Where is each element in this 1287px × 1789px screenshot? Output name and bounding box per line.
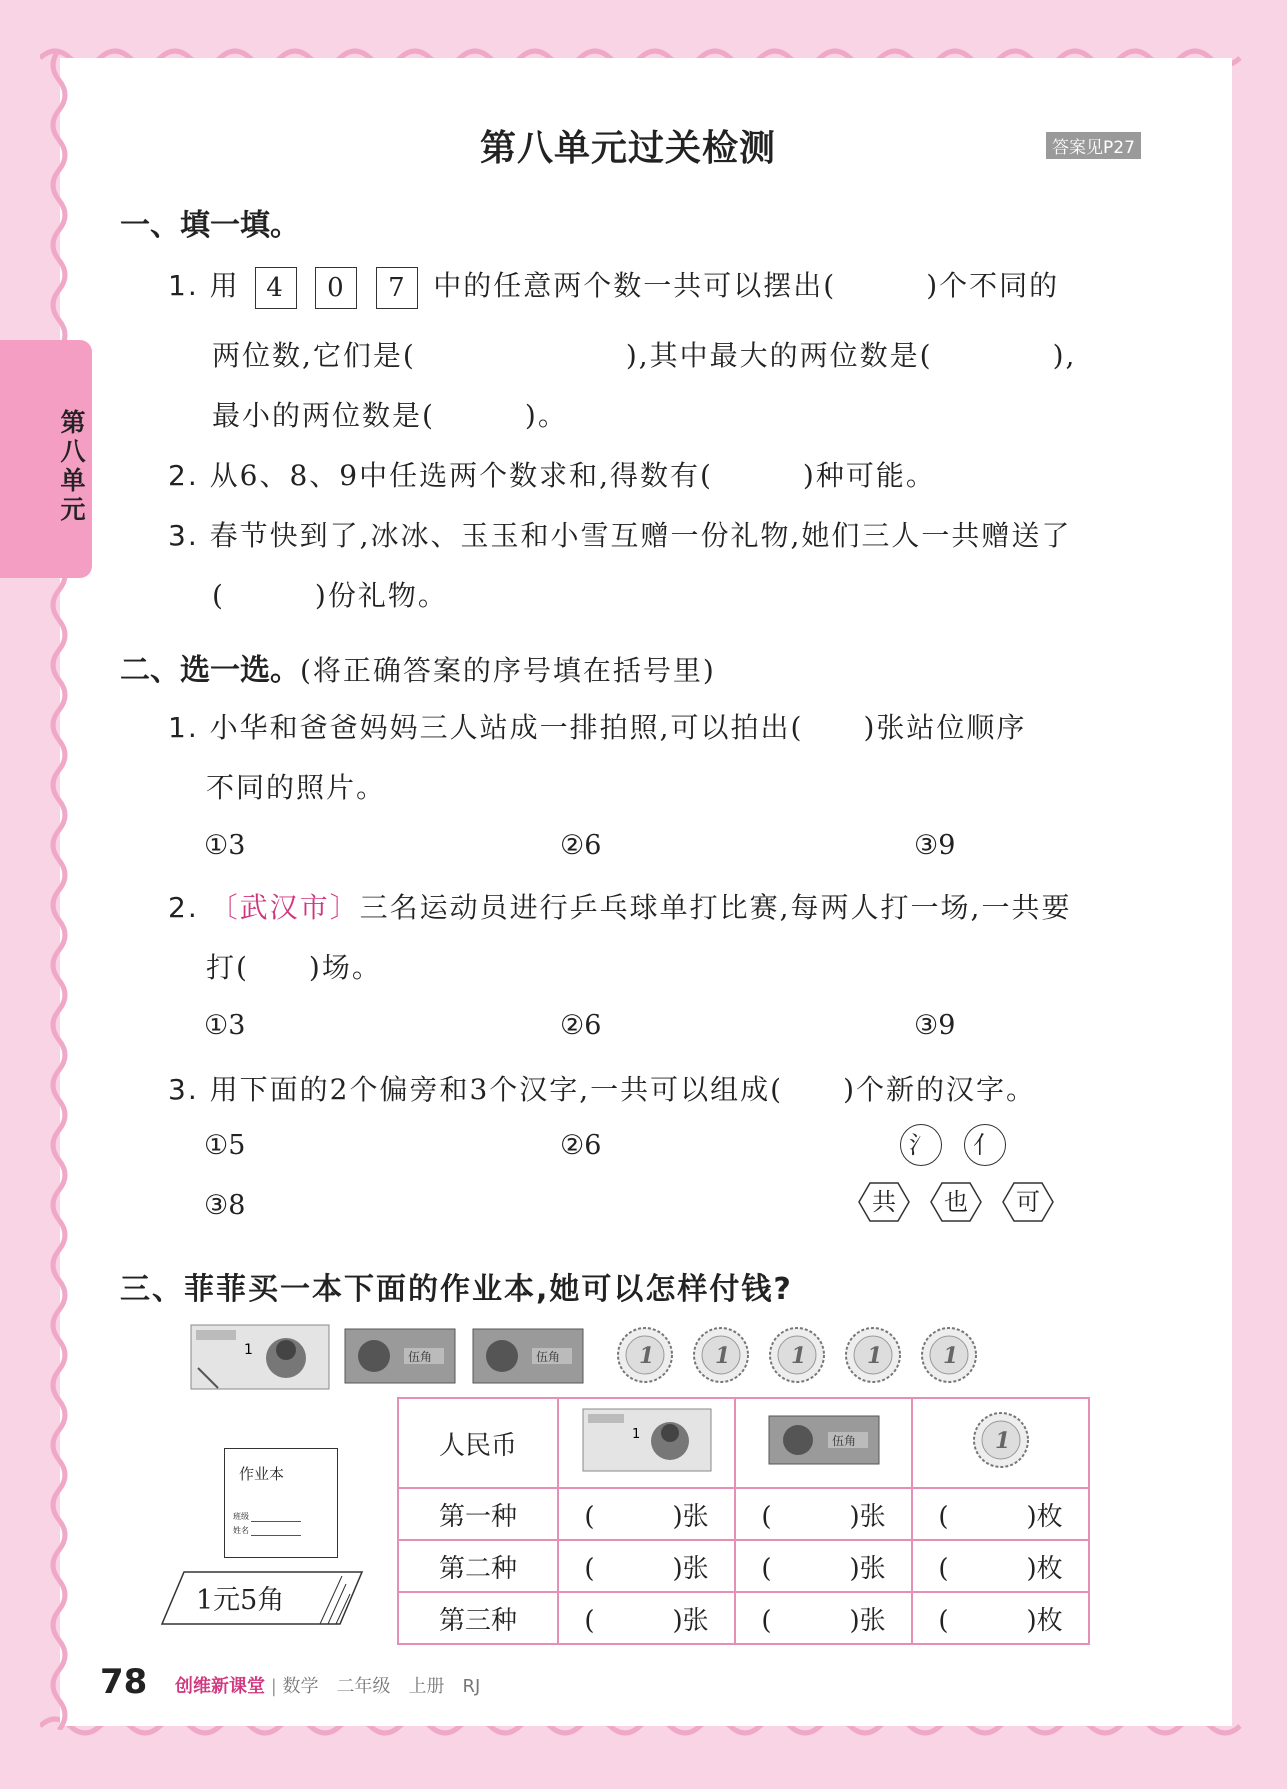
five-jiao-note-image-1 [344,1328,456,1384]
s1-q2-number: 2. [168,459,199,492]
s2-q2-line1 [168,886,1071,926]
payment-table-header-row [398,1398,1089,1488]
s2-q1-line1 [168,706,1026,746]
radical-person: 亻 [964,1124,1006,1166]
s2-q3-number: 3. [168,1073,199,1106]
character-hex-2 [930,1182,982,1222]
footer-separator: | [270,1676,277,1697]
s1-q1-line1 [168,264,1059,309]
footer-brand: 创维新课堂 [175,1676,265,1697]
answer-reference-badge: 答案见P27 [1046,132,1141,159]
s2-q1-option-1: ①3 [204,830,246,861]
notebook-field-line [251,1521,301,1522]
notebook-illustration [224,1448,338,1558]
payment-table-row [398,1540,1089,1592]
section1-heading: 一、填一填。 [120,208,300,243]
footer-info [175,1672,480,1698]
coin-graphic-2 [692,1326,750,1384]
section3-heading-text: 三、菲菲买一本下面的作业本,她可以怎样付钱? [120,1272,793,1307]
s2-q2-region-tag: 〔武汉市〕 [209,891,360,924]
coin-digit: 1 [791,1343,807,1369]
digit-card-3: 7 [376,267,418,309]
answer-cell[interactable]: ( )张 [558,1540,735,1592]
price-tag-text: 1元5角 [196,1585,285,1616]
s2-q2-option-2: ②6 [560,1010,602,1041]
page-title: 第八单元过关检测 [480,128,777,169]
notebook-field-line [251,1535,301,1536]
header-five-jiao-note [735,1398,912,1488]
payment-table-row [398,1592,1089,1644]
payment-table-header-label: 人民币 [398,1398,558,1488]
s2-q1-line2: 不同的照片。 [206,771,387,804]
five-jiao-note-graphic-2 [472,1328,584,1384]
answer-cell[interactable]: ( )张 [558,1488,735,1540]
coin-1 [616,1326,674,1388]
character-3: 可 [1016,1188,1040,1216]
note-digit: 1 [631,1426,640,1442]
s1-q1-number: 1. [168,269,199,302]
coin-graphic-5 [920,1326,978,1384]
s1-q3-line2: ( )份礼物。 [212,579,448,612]
row-label: 第三种 [398,1592,558,1644]
coin-graphic-1 [616,1326,674,1384]
notebook-field-class: 班级 [233,1512,249,1521]
unit-side-tab [0,340,92,578]
character-1: 共 [872,1188,896,1216]
five-jiao-note-image-2 [472,1328,584,1384]
answer-cell[interactable]: ( )枚 [912,1540,1089,1592]
s2-q2-number: 2. [168,891,199,924]
five-jiao-note-graphic-1 [344,1328,456,1384]
radical-water: 氵 [900,1124,942,1166]
page-number: 78 [100,1662,148,1702]
one-yuan-note-graphic [582,1408,712,1472]
s2-q3-line1 [168,1068,1036,1108]
s2-q2-option-3: ③9 [914,1010,956,1041]
footer-book-info: 数学 二年级 上册 RJ [282,1676,481,1697]
coin-4 [844,1326,902,1388]
s2-q3-option-3: ③8 [204,1190,246,1221]
section3-heading [120,1264,793,1308]
s2-q1-option-3: ③9 [914,830,956,861]
coin-graphic-3 [768,1326,826,1384]
coin-graphic-4 [844,1326,902,1384]
answer-cell[interactable]: ( )张 [735,1592,912,1644]
s2-q1-option-2: ②6 [560,830,602,861]
answer-cell[interactable]: ( )张 [735,1540,912,1592]
s1-q2 [168,454,936,494]
coin-digit: 1 [639,1343,655,1369]
s1-q3-line1 [168,514,1071,554]
s2-q1-number: 1. [168,711,199,744]
row-label: 第二种 [398,1540,558,1592]
coin-5 [920,1326,978,1388]
coin-graphic [972,1411,1030,1469]
one-yuan-note-image [190,1324,330,1390]
s2-q3-text: 用下面的2个偏旁和3个汉字,一共可以组成( )个新的汉字。 [209,1073,1037,1106]
wavy-border-left [44,50,74,1730]
character-hex-3 [1002,1182,1054,1222]
header-coin [912,1398,1089,1488]
s2-q1-text: 小华和爸爸妈妈三人站成一排拍照,可以拍出( )张站位顺序 [209,711,1027,744]
s1-q2-text: 从6、8、9中任选两个数求和,得数有( )种可能。 [209,459,936,492]
s2-q2-text: 三名运动员进行乒乓球单打比赛,每两人打一场,一共要 [359,891,1072,924]
s1-q1-line2: 两位数,它们是( ),其中最大的两位数是( ), [212,339,1077,372]
s1-q3-text: 春节快到了,冰冰、玉玉和小雪互赠一份礼物,她们三人一共赠送了 [209,519,1072,552]
answer-cell[interactable]: ( )枚 [912,1592,1089,1644]
s2-q3-option-1: ①5 [204,1130,246,1161]
digit-card-1: 4 [255,267,297,309]
section2-heading: 二、选一选。 [120,653,300,688]
s1-q3-number: 3. [168,519,199,552]
payment-table [397,1397,1090,1645]
answer-cell[interactable]: ( )枚 [912,1488,1089,1540]
payment-table-row [398,1488,1089,1540]
answer-cell[interactable]: ( )张 [558,1592,735,1644]
character-2: 也 [944,1188,968,1216]
coin-digit: 1 [943,1343,959,1369]
one-yuan-note-graphic [190,1324,330,1390]
notebook-field-name: 姓名 [233,1526,249,1535]
coin-2 [692,1326,750,1388]
digit-card-2: 0 [315,267,357,309]
unit-side-tab-label: 第八单元 [60,408,86,524]
note-jiao-text: 伍角 [831,1433,856,1448]
character-hex-1 [858,1182,910,1222]
note-jiao-text: 伍角 [536,1350,561,1364]
s2-q2-line2: 打( )场。 [206,951,382,984]
answer-cell[interactable]: ( )张 [735,1488,912,1540]
coin-digit: 1 [715,1343,731,1369]
section2-heading-row [120,645,716,689]
s1-q1-line3: 最小的两位数是( )。 [212,399,568,432]
coin-digit: 1 [994,1427,1010,1454]
note-digit: 1 [244,1342,253,1358]
row-label: 第一种 [398,1488,558,1540]
section2-heading-note: (将正确答案的序号填在括号里) [300,654,716,687]
coin-3 [768,1326,826,1388]
s1-q1-post: 中的任意两个数一共可以摆出( )个不同的 [433,269,1060,302]
notebook-label: 作业本 [239,1465,285,1483]
s1-q1-pre: 用 [209,269,240,302]
note-jiao-text: 伍角 [408,1350,433,1364]
coin-digit: 1 [867,1343,883,1369]
s2-q3-option-2: ②6 [560,1130,602,1161]
s2-q2-option-1: ①3 [204,1010,246,1041]
five-jiao-note-graphic [768,1415,880,1465]
header-one-yuan-note [558,1398,735,1488]
